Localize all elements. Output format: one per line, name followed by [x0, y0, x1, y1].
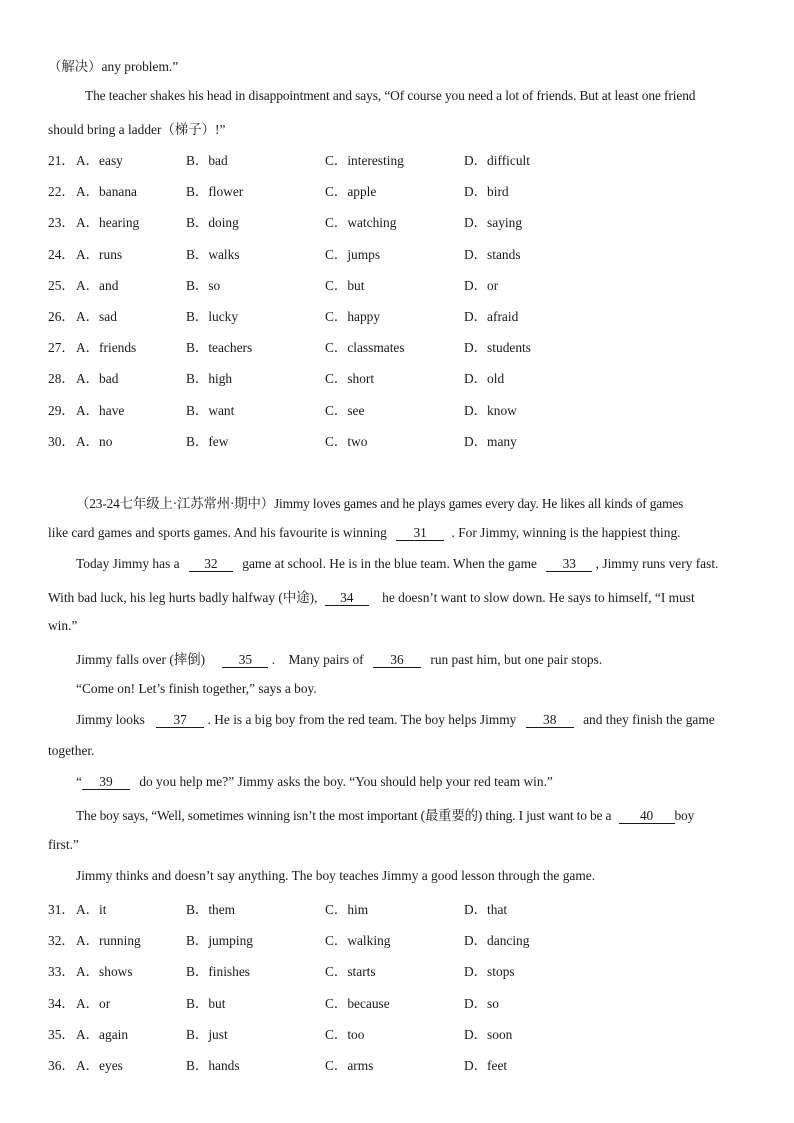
- option-a[interactable]: A．banana: [76, 184, 137, 200]
- option-a[interactable]: A．have: [76, 402, 125, 418]
- question-number: 22．: [48, 184, 75, 200]
- option-a[interactable]: A．again: [76, 1026, 129, 1042]
- option-a[interactable]: A．and: [76, 277, 119, 293]
- option-b[interactable]: B．jumping: [186, 933, 253, 949]
- option-c[interactable]: C．happy: [325, 309, 381, 324]
- passage-b-line: [76, 712, 715, 728]
- option-c[interactable]: C．short: [325, 371, 375, 387]
- passage-b-line: Jimmy thinks and doesn’t say anything. The boy teaches Jimmy a good lesson through the game.: [76, 868, 596, 883]
- option-c[interactable]: C．walking: [325, 933, 391, 949]
- passage-text: and they finish the game: [583, 712, 715, 727]
- option-c[interactable]: C．starts: [325, 964, 376, 980]
- option-b[interactable]: B．finishes: [186, 964, 250, 980]
- option-c[interactable]: C．because: [325, 995, 390, 1011]
- passage-b-line: together.: [48, 743, 95, 758]
- question-number: 31．: [48, 902, 75, 917]
- passage-text: do you help me?” Jimmy asks the boy. “You should help your red team win.”: [139, 774, 553, 789]
- option-b[interactable]: B．hands: [186, 1058, 240, 1073]
- option-c[interactable]: C．apple: [325, 184, 377, 200]
- option-c[interactable]: C．watching: [325, 215, 397, 231]
- passage-b-line: [76, 805, 694, 824]
- passage-text: . Many pairs of: [271, 652, 364, 667]
- passage-b-line: [76, 774, 553, 790]
- option-d[interactable]: D．feet: [464, 1058, 508, 1073]
- passage-b-line: （23-24七年级上·江苏常州·期中）Jimmy loves games and he plays games every day. He likes all kinds of games: [76, 496, 684, 511]
- passage-text: With bad luck, his leg hurts badly halfway (中途),: [48, 590, 318, 605]
- passage-text: like card games and sports games. And his favourite is winning: [48, 525, 387, 540]
- passage-b-line: first.”: [48, 837, 79, 852]
- answer-blank-38: 38: [526, 713, 574, 728]
- passage-text: boy: [674, 808, 695, 823]
- question-number: 27．: [48, 340, 75, 356]
- question-number: 34．: [48, 995, 75, 1011]
- option-b[interactable]: B．high: [186, 371, 233, 387]
- question-number: 24．: [48, 246, 75, 262]
- option-a[interactable]: A．hearing: [76, 215, 140, 231]
- option-c[interactable]: C．arms: [325, 1058, 374, 1073]
- option-c[interactable]: C．him: [325, 902, 369, 917]
- passage-text: Jimmy looks: [76, 712, 145, 727]
- answer-blank-34: 34: [325, 591, 369, 606]
- answer-blank-33: 33: [546, 557, 592, 572]
- answer-blank-40: 40: [619, 809, 675, 824]
- passage-b-line: “Come on! Let’s finish together,” says a boy.: [76, 681, 317, 696]
- option-a[interactable]: A．shows: [76, 964, 133, 980]
- question-number: 25．: [48, 277, 75, 293]
- question-number: 23．: [48, 215, 75, 231]
- passage-text: “: [76, 774, 82, 789]
- option-b[interactable]: B．lucky: [186, 309, 239, 324]
- question-number: 33．: [48, 964, 75, 980]
- option-d[interactable]: D．stands: [464, 246, 521, 262]
- passage-text: Jimmy falls over (摔倒): [76, 652, 206, 667]
- answer-blank-37: 37: [156, 713, 204, 728]
- option-b[interactable]: B．flower: [186, 184, 244, 200]
- passage-text: The boy says, “Well, sometimes winning isn’t the most important (最重要的) thing. I just want to be a: [76, 808, 612, 823]
- option-a[interactable]: A．or: [76, 995, 111, 1011]
- option-a[interactable]: A．it: [76, 902, 107, 917]
- passage-text: . For Jimmy, winning is the happiest thing.: [451, 525, 681, 540]
- answer-blank-36: 36: [373, 653, 421, 668]
- passage-b-line: win.”: [48, 618, 78, 633]
- option-d[interactable]: D．saying: [464, 215, 523, 231]
- passage-text: run past him, but one pair stops.: [430, 652, 603, 667]
- option-d[interactable]: D．dancing: [464, 933, 530, 949]
- option-c[interactable]: C．jumps: [325, 246, 381, 262]
- option-c[interactable]: C．two: [325, 433, 368, 449]
- passage-b-line: [76, 649, 602, 668]
- option-c[interactable]: C．see: [325, 402, 365, 418]
- option-b[interactable]: B．teachers: [186, 340, 253, 356]
- answer-blank-32: 32: [189, 557, 233, 572]
- option-d[interactable]: D．stops: [464, 964, 515, 980]
- passage-b-line: [48, 587, 695, 606]
- option-d[interactable]: D．afraid: [464, 309, 519, 324]
- passage-b-line: [76, 556, 718, 572]
- question-number: 28．: [48, 371, 75, 387]
- question-number: 29．: [48, 402, 75, 418]
- option-b[interactable]: B．doing: [186, 215, 239, 231]
- option-b[interactable]: B．just: [186, 1026, 228, 1042]
- option-a[interactable]: A．friends: [76, 340, 137, 356]
- passage-text: Today Jimmy has a: [76, 556, 180, 571]
- option-d[interactable]: D．difficult: [464, 153, 530, 168]
- option-b[interactable]: B．bad: [186, 153, 228, 168]
- option-d[interactable]: D．so: [464, 995, 499, 1011]
- option-d[interactable]: D．students: [464, 340, 531, 356]
- answer-blank-35: 35: [222, 653, 268, 668]
- option-b[interactable]: B．want: [186, 402, 235, 418]
- passage-a-line: The teacher shakes his head in disappointment and says, “Of course you need a lot of friends. But at least one friend: [85, 88, 696, 103]
- option-c[interactable]: C．but: [325, 277, 365, 293]
- question-number: 21．: [48, 153, 75, 168]
- option-b[interactable]: B．but: [186, 995, 226, 1011]
- option-c[interactable]: C．interesting: [325, 153, 404, 168]
- option-b[interactable]: B．them: [186, 902, 236, 917]
- option-a[interactable]: A．sad: [76, 309, 117, 324]
- option-c[interactable]: C．classmates: [325, 340, 405, 356]
- option-a[interactable]: A．no: [76, 433, 113, 449]
- option-a[interactable]: A．runs: [76, 246, 123, 262]
- option-a[interactable]: A．easy: [76, 153, 123, 168]
- option-a[interactable]: A．bad: [76, 371, 119, 387]
- option-a[interactable]: A．eyes: [76, 1058, 123, 1073]
- option-d[interactable]: D．that: [464, 902, 508, 917]
- passage-a-line: （解决）any problem.”: [48, 59, 179, 74]
- passage-b-line: [48, 525, 681, 541]
- option-d[interactable]: D．know: [464, 402, 517, 418]
- option-d[interactable]: D．soon: [464, 1026, 513, 1042]
- option-c[interactable]: C．too: [325, 1026, 365, 1042]
- option-d[interactable]: D．bird: [464, 184, 509, 200]
- option-b[interactable]: B．few: [186, 433, 229, 449]
- passage-text: . He is a big boy from the red team. The boy helps Jimmy: [207, 712, 517, 727]
- passage-a-line: should bring a ladder（梯子）!”: [48, 122, 226, 137]
- question-number: 26．: [48, 309, 75, 324]
- answer-blank-39: 39: [82, 775, 130, 790]
- option-d[interactable]: D．many: [464, 433, 517, 449]
- option-b[interactable]: B．so: [186, 277, 221, 293]
- option-a[interactable]: A．running: [76, 933, 141, 949]
- question-number: 35．: [48, 1026, 75, 1042]
- passage-text: he doesn’t want to slow down. He says to himself, “I must: [382, 590, 695, 605]
- question-number: 36．: [48, 1058, 75, 1073]
- question-number: 32．: [48, 933, 75, 949]
- passage-text: , Jimmy runs very fast.: [595, 556, 719, 571]
- passage-text: game at school. He is in the blue team. When the game: [242, 556, 537, 571]
- option-d[interactable]: D．old: [464, 371, 505, 387]
- answer-blank-31: 31: [396, 526, 444, 541]
- option-b[interactable]: B．walks: [186, 246, 240, 262]
- question-number: 30．: [48, 433, 75, 449]
- option-d[interactable]: D．or: [464, 277, 499, 293]
